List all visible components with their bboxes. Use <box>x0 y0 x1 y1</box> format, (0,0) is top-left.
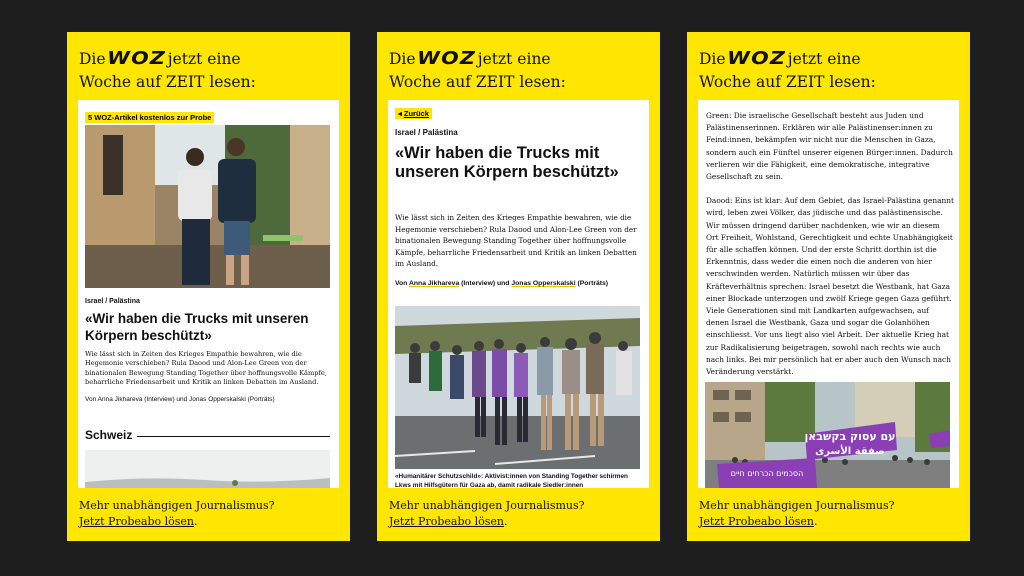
article-lead: Wie lässt sich in Zeiten des Krieges Empathie bewahren, wie die Hegemonie verschieben? Rula Daood und Alon-Lee Green von der binationalen Bewegung Standing Together über hoffnungsvolle Kämpfe, beharrliche Friedensarbeit und Kritik an linken Debatten im Ausland. <box>395 213 637 269</box>
author-link[interactable]: Jonas Opperskalski <box>511 280 576 287</box>
heading-text: Woche auf ZEIT lesen: <box>699 73 876 91</box>
phone-screen[interactable] <box>698 100 959 488</box>
subscribe-link[interactable]: Jetzt Probeabo lösen <box>389 515 504 528</box>
teaser-photo <box>85 450 330 488</box>
heading-text: jetzt eine <box>787 50 861 68</box>
promo-heading <box>389 48 649 94</box>
promo-footer: Mehr unabhängigen Journalismus? Jetzt Probeabo lösen. <box>699 499 895 528</box>
article-headline[interactable]: «Wir haben die Trucks mit unseren Körpern beschützt» <box>85 311 309 343</box>
interview-paragraph: Green: Die israelische Gesellschaft besteht aus Juden und Palästinenserinnen. Erklären wir alle Palästinenser:innen zu Feind:innen, bekämpfen wir nicht nur die Menschen in Gaza, sondern auch ein Fünftel unserer eigenen Bürger:innen. Dadurch verlieren wir die Fähigkeit, eine demokratische, integrative Gesellschaft zu sein. <box>706 111 953 182</box>
promo-card-3 <box>687 32 970 541</box>
article-byline: Von Anna Jikhareva (Interview) und Jonas Opperskalski (Porträts) <box>85 396 275 403</box>
promo-heading <box>79 48 339 94</box>
heading-text: Woche auf ZEIT lesen: <box>389 73 566 91</box>
banner-text: עם עסוק בקשבאן <box>804 430 896 443</box>
banner-text: صفقة الأسرى <box>815 446 885 457</box>
portrait-photo <box>85 125 330 288</box>
subscribe-link[interactable]: Jetzt Probeabo lösen <box>699 515 814 528</box>
banner-text: הסכמים הכרחים חיים <box>730 469 804 478</box>
phone-screen[interactable] <box>388 100 649 488</box>
subscribe-link[interactable]: Jetzt Probeabo lösen <box>79 515 194 528</box>
woz-logo: WOZ <box>106 48 166 69</box>
promo-card-2 <box>377 32 660 541</box>
section-divider <box>137 436 330 437</box>
heading-text: Die <box>389 50 416 68</box>
interview-paragraph: Daood: Eins ist klar: Auf dem Gebiet, das Israel-Palästina genannt wird, leben zwei Völker, das jüdische und das palästinensische. Wir müssen dringend darüber nachdenken, wie wir an diesem Ort Freiheit, Wohlstand, Gerechtigkeit und echte Unabhängigkeit für alle schaffen können. Und der erste Schritt dorthin ist die Erkenntnis, dass weder die einen noch die anderen von hier verschwinden werden. Natürlich müssen wir über das Kräfteverhältnis sprechen: Israel besetzt die Westbank, hat Gaza einer Blockade unterzogen und zwölf Kriege gegen Gaza geführt. Viele Generationen sind mit Landkarten aufgewachsen, auf denen Israel die Westbank, Gaza und sogar die Golanhöhen einschliesst. Vor uns liegt also viel Arbeit. Der aktuelle Krieg hat zur Radikalisierung beigetragen, sowohl nach rechts wie auch nach links. Bei mir persönlich hat er aber auch den Wunsch nach Veränderung verstärkt. <box>706 196 955 377</box>
promo-footer: Mehr unabhängigen Journalismus? Jetzt Probeabo lösen. <box>79 499 275 528</box>
heading-text: Die <box>699 50 726 68</box>
heading-text: jetzt eine <box>477 50 551 68</box>
article-kicker: Israel / Palästina <box>85 298 140 305</box>
article-headline: «Wir haben die Trucks mit unseren Körpern beschützt» <box>395 144 619 181</box>
article-kicker: Israel / Palästina <box>395 128 458 137</box>
activists-photo <box>395 306 640 469</box>
phone-screen[interactable] <box>78 100 339 488</box>
photo-caption: «Humanitärer Schutzschild»: Aktivist:innen von Standing Together schirmen Lkws mit Hilfsgütern für Gaza ab, damit radikale Siedler:innen <box>395 473 628 488</box>
back-button[interactable]: ◂ Zurück <box>395 108 432 119</box>
promo-heading <box>699 48 959 94</box>
section-header[interactable] <box>85 426 333 442</box>
heading-text: jetzt eine <box>167 50 241 68</box>
protest-photo <box>705 382 950 488</box>
section-title: Schweiz <box>85 428 133 442</box>
free-articles-badge: 5 WOZ-Artikel kostenlos zur Probe <box>85 107 214 125</box>
back-arrow-icon: ◂ <box>398 109 402 118</box>
author-link[interactable]: Anna Jikhareva <box>408 280 460 287</box>
heading-text: Die <box>79 50 106 68</box>
interview-text <box>706 110 954 390</box>
promo-card-1 <box>67 32 350 541</box>
promo-footer: Mehr unabhängigen Journalismus? Jetzt Probeabo lösen. <box>389 499 585 528</box>
article-lead: Wie lässt sich in Zeiten des Krieges Empathie bewahren, wie die Hegemonie verschieben? Rula Daood und Alon-Lee Green von der binationalen Bewegung Standing Together über hoffnungsvolle Kämpfe, beharrliche Friedensarbeit und Kritik an linken Debatten im Ausland. <box>85 350 327 386</box>
woz-logo: WOZ <box>726 48 786 69</box>
woz-logo: WOZ <box>416 48 476 69</box>
heading-text: Woche auf ZEIT lesen: <box>79 73 256 91</box>
article-byline: Von Anna Jikhareva (Interview) und Jonas Opperskalski (Porträts) <box>395 280 609 287</box>
